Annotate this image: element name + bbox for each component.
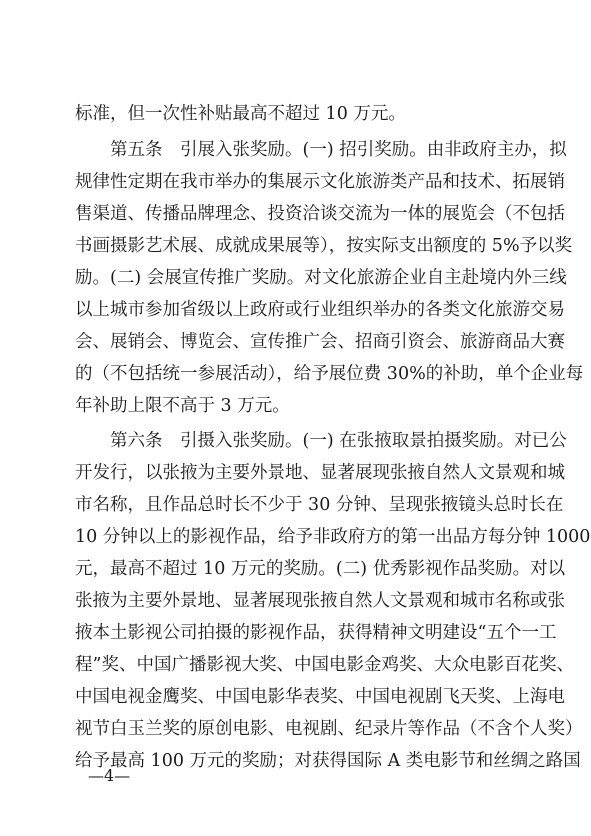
page-number: —4—: [88, 766, 131, 785]
body-text-line: 元，最高不超过 10 万元的奖励。(二) 优秀影视作品奖励。对以: [75, 559, 566, 579]
body-text-line: 10 分钟以上的影视作品，给予非政府方的第一出品方每分钟 1000: [75, 527, 591, 547]
body-text-line: 励。(二) 会展宣传推广奖励。对文化旅游企业自主赴境内外三线: [75, 268, 567, 288]
body-text-line: 视节白玉兰奖的原创电影、电视剧、纪录片等作品（不含个人奖）: [75, 719, 583, 739]
body-text-line: 张掖为主要外景地、显著展现张掖自然人文景观和城市名称或张: [75, 591, 565, 611]
body-text-line: 标准，但一次性补贴最高不超过 10 万元。: [75, 104, 406, 124]
body-text-line: 给予最高 100 万元的奖励；对获得国际 A 类电影节和丝绸之路国: [75, 751, 581, 771]
body-text-line: 的（不包括统一参展活动），给予展位费 30%的补助，单个企业每: [75, 364, 584, 384]
body-text-line: 以上城市参加省级以上政府或行业组织举办的各类文化旅游交易: [75, 300, 565, 320]
body-text-line: 程”奖、中国广播影视大奖、中国电影金鸡奖、大众电影百花奖、: [75, 655, 574, 675]
body-text-line: 第六条 引摄入张奖励。(一) 在张掖取景拍摄奖励。对已公: [75, 431, 567, 451]
body-text-line: 掖本土影视公司拍摄的影视作品，获得精神文明建设“五个一工: [75, 623, 557, 643]
body-text-line: 书画摄影艺术展、成就成果展等），按实际支出额度的 5%予以奖: [75, 236, 573, 256]
body-text-line: 开发行，以张掖为主要外景地、显著展现张掖自然人文景观和城: [75, 463, 565, 483]
body-text-line: 售渠道、传播品牌理念、投资洽谈交流为一体的展览会（不包括: [75, 204, 565, 224]
body-text-line: 第五条 引展入张奖励。(一) 招引奖励。由非政府主办，拟: [75, 140, 567, 160]
body-text-line: 中国电视金鹰奖、中国电影华表奖、中国电视剧飞天奖、上海电: [75, 687, 565, 707]
body-text-line: 会、展销会、博览会、宣传推广会、招商引资会、旅游商品大赛: [75, 332, 565, 352]
body-text-line: 规律性定期在我市举办的集展示文化旅游类产品和技术、拓展销: [75, 172, 565, 192]
body-text-line: 年补助上限不高于 3 万元。: [75, 396, 290, 416]
body-text-line: 市名称，且作品总时长不少于 30 分钟、呈现张掖镜头总时长在: [75, 495, 564, 515]
